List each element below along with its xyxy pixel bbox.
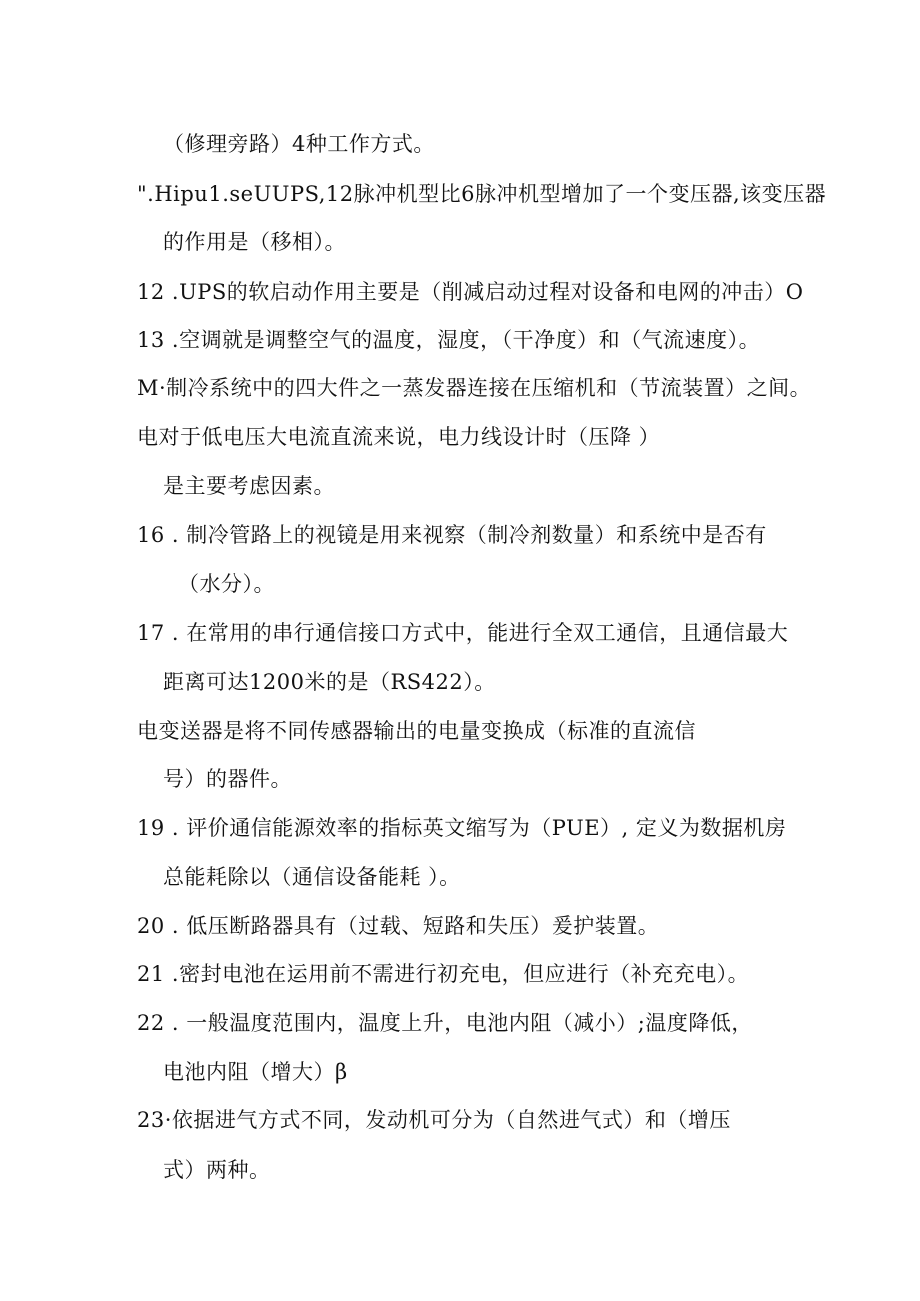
- text-line: （水分）。: [178, 572, 275, 596]
- text-line: 式）两种。: [163, 1158, 271, 1182]
- text-line: （修理旁路）4种工作方式。: [163, 132, 435, 156]
- text-line: 21 .密封电池在运用前不需进行初充电，但应进行（补充充电）。: [137, 962, 750, 986]
- text-line: 23·依据进气方式不同，发动机可分为（自然进气式）和（增压: [137, 1108, 731, 1132]
- text-line: 12 .UPS的软启动作用主要是（削减启动过程对设备和电网的冲击）O: [137, 280, 804, 304]
- text-line: 电池内阻（增大）β: [163, 1060, 348, 1084]
- text-line: 总能耗除以（通信设备能耗 ）。: [163, 865, 461, 889]
- text-line: 19 . 评价通信能源效率的指标英文缩写为（PUE）, 定义为数据机房: [137, 816, 787, 840]
- text-line: M·制冷系统中的四大件之一蒸发器连接在压缩机和（节流装置）之间。: [137, 376, 812, 400]
- text-line: 的作用是（移相）。: [163, 230, 346, 254]
- text-line: 17 . 在常用的串行通信接口方式中，能进行全双工通信，且通信最大: [137, 621, 789, 645]
- text-line: 16 . 制冷管路上的视镜是用来视察（制冷剂数量）和系统中是否有: [137, 523, 767, 547]
- text-line: ".Hipu1.seUUPS,12脉冲机型比6脉冲机型增加了一个变压器,该变压器: [137, 182, 827, 206]
- text-line: 号）的器件。: [163, 767, 292, 791]
- text-line: 电对于低电压大电流直流来说，电力线设计时（压降 ）: [137, 425, 661, 449]
- text-line: 20 . 低压断路器具有（过载、短路和失压）爰护装置。: [137, 914, 660, 938]
- text-line: 距离可达1200米的是（RS422）。: [163, 670, 496, 694]
- text-line: 是主要考虑因素。: [163, 474, 335, 498]
- text-line: 13 .空调就是调整空气的温度，湿度，（干净度）和（气流速度）。: [137, 328, 761, 352]
- text-line: 22 . 一般温度范围内，温度上升，电池内阻（减小）;温度降低，: [137, 1011, 753, 1035]
- text-line: 电变送器是将不同传感器输出的电量变换成（标准的直流信: [137, 719, 696, 743]
